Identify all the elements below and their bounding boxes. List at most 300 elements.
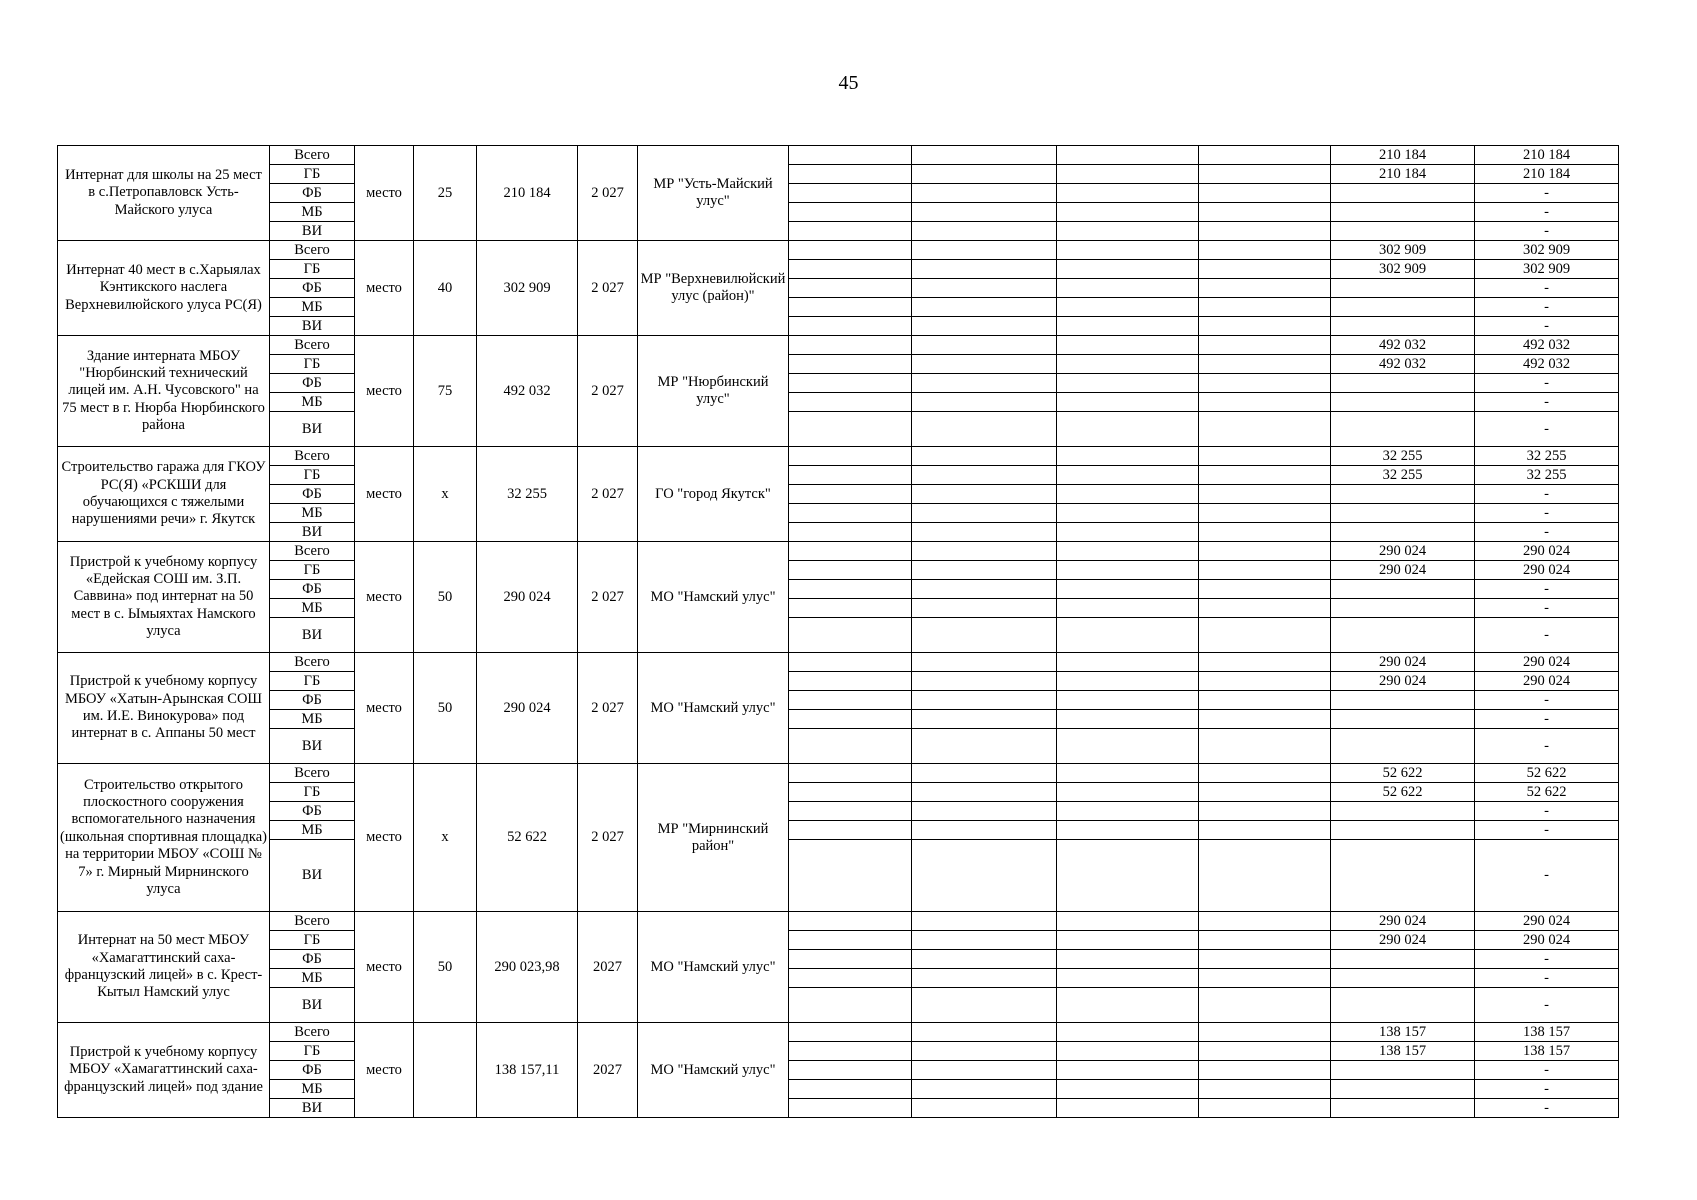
funding-source: ГБ xyxy=(270,561,355,580)
funding-source: ФБ xyxy=(270,580,355,599)
empty-cell xyxy=(912,912,1057,931)
empty-cell xyxy=(789,969,912,988)
amount-2026: 210 184 xyxy=(1331,146,1475,165)
year: 2 027 xyxy=(578,447,638,542)
table-body xyxy=(58,146,1619,1118)
amount-total: 52 622 xyxy=(1475,783,1619,802)
empty-cell xyxy=(1199,1042,1331,1061)
amount-total: - xyxy=(1475,969,1619,988)
empty-cell xyxy=(1199,298,1331,317)
empty-cell xyxy=(789,672,912,691)
empty-cell xyxy=(1199,523,1331,542)
amount-2026 xyxy=(1331,710,1475,729)
empty-cell xyxy=(1057,298,1199,317)
table-row xyxy=(58,710,1619,729)
empty-cell xyxy=(1199,412,1331,447)
empty-cell xyxy=(1057,279,1199,298)
empty-cell xyxy=(1057,412,1199,447)
table-row xyxy=(58,950,1619,969)
empty-cell xyxy=(789,1023,912,1042)
empty-cell xyxy=(1199,618,1331,653)
empty-cell xyxy=(1057,653,1199,672)
empty-cell xyxy=(1057,203,1199,222)
table-row xyxy=(58,412,1619,447)
page-number: 45 xyxy=(838,72,859,94)
empty-cell xyxy=(1057,241,1199,260)
amount-2026: 52 622 xyxy=(1331,783,1475,802)
funding-source: Всего xyxy=(270,336,355,355)
funding-source: ВИ xyxy=(270,1099,355,1118)
empty-cell xyxy=(1057,710,1199,729)
table-row xyxy=(58,672,1619,691)
empty-cell xyxy=(912,165,1057,184)
amount-total: - xyxy=(1475,279,1619,298)
empty-cell xyxy=(912,1023,1057,1042)
empty-cell xyxy=(1057,764,1199,783)
empty-cell xyxy=(1057,165,1199,184)
empty-cell xyxy=(789,561,912,580)
table-row xyxy=(58,618,1619,653)
empty-cell xyxy=(1057,988,1199,1023)
amount-2026: 302 909 xyxy=(1331,241,1475,260)
empty-cell xyxy=(789,393,912,412)
empty-cell xyxy=(912,783,1057,802)
amount-total: - xyxy=(1475,802,1619,821)
amount-total: 302 909 xyxy=(1475,260,1619,279)
empty-cell xyxy=(912,599,1057,618)
municipality: МО "Намский улус" xyxy=(638,1023,789,1118)
empty-cell xyxy=(789,466,912,485)
empty-cell xyxy=(912,241,1057,260)
empty-cell xyxy=(912,336,1057,355)
empty-cell xyxy=(1199,355,1331,374)
empty-cell xyxy=(1057,542,1199,561)
capacity: 25 xyxy=(414,146,477,241)
empty-cell xyxy=(1057,969,1199,988)
empty-cell xyxy=(789,764,912,783)
amount-2026 xyxy=(1331,988,1475,1023)
object-name: Пристрой к учебному корпусу «Едейская СОШ им. З.П. Саввина» под интернат на 50 мест в с. Ымыяхтах Намского улуса xyxy=(58,542,270,653)
empty-cell xyxy=(1199,672,1331,691)
amount-2026 xyxy=(1331,821,1475,840)
table-row xyxy=(58,599,1619,618)
object-name: Пристрой к учебному корпусу МБОУ «Хамагаттинский саха-французский лицей» под здание xyxy=(58,1023,270,1118)
empty-cell xyxy=(789,710,912,729)
table-row xyxy=(58,988,1619,1023)
empty-cell xyxy=(789,931,912,950)
funding-source: ВИ xyxy=(270,222,355,241)
empty-cell xyxy=(1199,821,1331,840)
empty-cell xyxy=(789,504,912,523)
empty-cell xyxy=(789,618,912,653)
amount-total: 138 157 xyxy=(1475,1023,1619,1042)
funding-source: МБ xyxy=(270,504,355,523)
empty-cell xyxy=(1199,580,1331,599)
table-row xyxy=(58,931,1619,950)
empty-cell xyxy=(1199,729,1331,764)
amount-2026 xyxy=(1331,802,1475,821)
funding-source: ВИ xyxy=(270,988,355,1023)
empty-cell xyxy=(1199,504,1331,523)
amount-total: - xyxy=(1475,222,1619,241)
amount-2026: 290 024 xyxy=(1331,653,1475,672)
cost: 32 255 xyxy=(477,447,578,542)
year: 2 027 xyxy=(578,241,638,336)
funding-source: ФБ xyxy=(270,279,355,298)
empty-cell xyxy=(1057,821,1199,840)
amount-total: 302 909 xyxy=(1475,241,1619,260)
empty-cell xyxy=(789,298,912,317)
empty-cell xyxy=(789,279,912,298)
funding-source: ВИ xyxy=(270,840,355,912)
empty-cell xyxy=(789,840,912,912)
amount-total: - xyxy=(1475,1080,1619,1099)
empty-cell xyxy=(912,374,1057,393)
funding-source: ФБ xyxy=(270,374,355,393)
empty-cell xyxy=(1057,783,1199,802)
amount-total: - xyxy=(1475,691,1619,710)
empty-cell xyxy=(1057,599,1199,618)
empty-cell xyxy=(1199,783,1331,802)
funding-source: МБ xyxy=(270,969,355,988)
amount-total: - xyxy=(1475,485,1619,504)
cost: 302 909 xyxy=(477,241,578,336)
amount-2026 xyxy=(1331,618,1475,653)
funding-source: ВИ xyxy=(270,523,355,542)
empty-cell xyxy=(912,447,1057,466)
empty-cell xyxy=(789,317,912,336)
empty-cell xyxy=(1057,260,1199,279)
capacity: х xyxy=(414,447,477,542)
amount-total: 290 024 xyxy=(1475,542,1619,561)
amount-2026: 32 255 xyxy=(1331,447,1475,466)
empty-cell xyxy=(912,393,1057,412)
capacity: 40 xyxy=(414,241,477,336)
empty-cell xyxy=(789,222,912,241)
empty-cell xyxy=(789,1042,912,1061)
empty-cell xyxy=(789,950,912,969)
table-row xyxy=(58,542,1619,561)
amount-2026: 492 032 xyxy=(1331,355,1475,374)
empty-cell xyxy=(1199,653,1331,672)
amount-2026: 32 255 xyxy=(1331,466,1475,485)
capacity: 75 xyxy=(414,336,477,447)
year: 2027 xyxy=(578,912,638,1023)
empty-cell xyxy=(912,653,1057,672)
table-row xyxy=(58,241,1619,260)
amount-total: 290 024 xyxy=(1475,672,1619,691)
table-row xyxy=(58,912,1619,931)
cost: 138 157,11 xyxy=(477,1023,578,1118)
amount-2026 xyxy=(1331,203,1475,222)
amount-2026 xyxy=(1331,1080,1475,1099)
empty-cell xyxy=(912,412,1057,447)
funding-source: Всего xyxy=(270,1023,355,1042)
empty-cell xyxy=(1199,561,1331,580)
amount-total: - xyxy=(1475,988,1619,1023)
empty-cell xyxy=(1057,466,1199,485)
empty-cell xyxy=(1199,466,1331,485)
amount-2026: 302 909 xyxy=(1331,260,1475,279)
empty-cell xyxy=(912,988,1057,1023)
amount-2026: 492 032 xyxy=(1331,336,1475,355)
amount-total: - xyxy=(1475,523,1619,542)
municipality: ГО "город Якутск" xyxy=(638,447,789,542)
amount-total: 210 184 xyxy=(1475,165,1619,184)
amount-2026 xyxy=(1331,374,1475,393)
empty-cell xyxy=(789,146,912,165)
empty-cell xyxy=(912,1099,1057,1118)
empty-cell xyxy=(912,523,1057,542)
unit: место xyxy=(355,653,414,764)
funding-source: ГБ xyxy=(270,260,355,279)
unit: место xyxy=(355,1023,414,1118)
amount-total: - xyxy=(1475,504,1619,523)
empty-cell xyxy=(789,412,912,447)
funding-source: ВИ xyxy=(270,412,355,447)
amount-total: 290 024 xyxy=(1475,561,1619,580)
object-name: Интернат для школы на 25 мест в с.Петропавловск Усть-Майского улуса xyxy=(58,146,270,241)
empty-cell xyxy=(1199,988,1331,1023)
empty-cell xyxy=(1199,764,1331,783)
empty-cell xyxy=(1057,561,1199,580)
empty-cell xyxy=(912,764,1057,783)
table-row xyxy=(58,393,1619,412)
table-row xyxy=(58,222,1619,241)
funding-source: ГБ xyxy=(270,783,355,802)
empty-cell xyxy=(912,729,1057,764)
empty-cell xyxy=(789,374,912,393)
empty-cell xyxy=(789,447,912,466)
empty-cell xyxy=(1057,184,1199,203)
funding-source: ГБ xyxy=(270,931,355,950)
table-row xyxy=(58,184,1619,203)
table-row xyxy=(58,783,1619,802)
funding-source: МБ xyxy=(270,821,355,840)
amount-total: - xyxy=(1475,729,1619,764)
empty-cell xyxy=(912,542,1057,561)
amount-total: - xyxy=(1475,374,1619,393)
amount-2026 xyxy=(1331,393,1475,412)
empty-cell xyxy=(1057,931,1199,950)
funding-source: ФБ xyxy=(270,950,355,969)
amount-total: 32 255 xyxy=(1475,447,1619,466)
amount-total: - xyxy=(1475,317,1619,336)
cost: 290 023,98 xyxy=(477,912,578,1023)
funding-source: ГБ xyxy=(270,1042,355,1061)
empty-cell xyxy=(789,599,912,618)
amount-total: - xyxy=(1475,203,1619,222)
empty-cell xyxy=(1199,203,1331,222)
empty-cell xyxy=(1199,542,1331,561)
empty-cell xyxy=(912,203,1057,222)
empty-cell xyxy=(1057,336,1199,355)
empty-cell xyxy=(912,691,1057,710)
empty-cell xyxy=(1199,184,1331,203)
empty-cell xyxy=(912,710,1057,729)
table-row xyxy=(58,317,1619,336)
empty-cell xyxy=(912,1080,1057,1099)
funding-source: Всего xyxy=(270,241,355,260)
funding-source: Всего xyxy=(270,653,355,672)
table-row xyxy=(58,764,1619,783)
amount-total: - xyxy=(1475,599,1619,618)
table-row xyxy=(58,969,1619,988)
amount-2026: 52 622 xyxy=(1331,764,1475,783)
funding-source: МБ xyxy=(270,710,355,729)
empty-cell xyxy=(789,485,912,504)
empty-cell xyxy=(1199,969,1331,988)
empty-cell xyxy=(1057,146,1199,165)
empty-cell xyxy=(789,203,912,222)
municipality: МО "Намский улус" xyxy=(638,912,789,1023)
unit: место xyxy=(355,336,414,447)
empty-cell xyxy=(912,504,1057,523)
funding-source: МБ xyxy=(270,393,355,412)
funding-source: Всего xyxy=(270,764,355,783)
empty-cell xyxy=(1057,317,1199,336)
empty-cell xyxy=(1199,336,1331,355)
funding-source: Всего xyxy=(270,542,355,561)
amount-2026 xyxy=(1331,729,1475,764)
year: 2 027 xyxy=(578,653,638,764)
cost: 210 184 xyxy=(477,146,578,241)
empty-cell xyxy=(789,260,912,279)
table-row xyxy=(58,802,1619,821)
empty-cell xyxy=(1199,691,1331,710)
empty-cell xyxy=(1057,1061,1199,1080)
empty-cell xyxy=(1057,504,1199,523)
funding-source: МБ xyxy=(270,298,355,317)
table-row xyxy=(58,561,1619,580)
table-row xyxy=(58,260,1619,279)
empty-cell xyxy=(1057,485,1199,504)
empty-cell xyxy=(789,241,912,260)
empty-cell xyxy=(912,840,1057,912)
table-row xyxy=(58,504,1619,523)
empty-cell xyxy=(1057,672,1199,691)
empty-cell xyxy=(1199,279,1331,298)
empty-cell xyxy=(789,542,912,561)
table-row xyxy=(58,523,1619,542)
empty-cell xyxy=(1199,1023,1331,1042)
amount-2026: 138 157 xyxy=(1331,1023,1475,1042)
amount-2026: 290 024 xyxy=(1331,672,1475,691)
empty-cell xyxy=(912,561,1057,580)
empty-cell xyxy=(789,802,912,821)
unit: место xyxy=(355,146,414,241)
unit: место xyxy=(355,542,414,653)
amount-total: - xyxy=(1475,1061,1619,1080)
table-row xyxy=(58,653,1619,672)
empty-cell xyxy=(912,931,1057,950)
empty-cell xyxy=(1057,802,1199,821)
empty-cell xyxy=(912,969,1057,988)
funding-source: МБ xyxy=(270,203,355,222)
amount-total: - xyxy=(1475,1099,1619,1118)
empty-cell xyxy=(789,165,912,184)
empty-cell xyxy=(912,317,1057,336)
empty-cell xyxy=(1057,912,1199,931)
empty-cell xyxy=(1057,374,1199,393)
amount-2026 xyxy=(1331,691,1475,710)
amount-total: - xyxy=(1475,821,1619,840)
table-row xyxy=(58,1023,1619,1042)
empty-cell xyxy=(1199,374,1331,393)
unit: место xyxy=(355,447,414,542)
amount-2026 xyxy=(1331,412,1475,447)
amount-total: 52 622 xyxy=(1475,764,1619,783)
year: 2 027 xyxy=(578,146,638,241)
empty-cell xyxy=(912,279,1057,298)
empty-cell xyxy=(912,580,1057,599)
empty-cell xyxy=(912,672,1057,691)
empty-cell xyxy=(789,691,912,710)
table-row xyxy=(58,374,1619,393)
empty-cell xyxy=(912,1061,1057,1080)
table-row xyxy=(58,447,1619,466)
empty-cell xyxy=(1199,146,1331,165)
amount-2026 xyxy=(1331,279,1475,298)
empty-cell xyxy=(1057,729,1199,764)
empty-cell xyxy=(912,222,1057,241)
empty-cell xyxy=(789,184,912,203)
cost: 492 032 xyxy=(477,336,578,447)
table-row xyxy=(58,466,1619,485)
table-row xyxy=(58,279,1619,298)
funding-source: Всего xyxy=(270,912,355,931)
empty-cell xyxy=(1199,840,1331,912)
funding-source: ГБ xyxy=(270,165,355,184)
amount-2026 xyxy=(1331,969,1475,988)
amount-total: - xyxy=(1475,710,1619,729)
amount-total: 290 024 xyxy=(1475,653,1619,672)
amount-2026: 290 024 xyxy=(1331,912,1475,931)
amount-2026 xyxy=(1331,523,1475,542)
empty-cell xyxy=(1199,931,1331,950)
table-row xyxy=(58,691,1619,710)
amount-2026: 290 024 xyxy=(1331,542,1475,561)
empty-cell xyxy=(1057,950,1199,969)
empty-cell xyxy=(789,988,912,1023)
empty-cell xyxy=(912,802,1057,821)
amount-total: - xyxy=(1475,840,1619,912)
object-name: Строительство гаража для ГКОУ РС(Я) «РСКШИ для обучающихся с тяжелыми нарушениями речи» г. Якутск xyxy=(58,447,270,542)
empty-cell xyxy=(1057,1023,1199,1042)
funding-source: Всего xyxy=(270,447,355,466)
empty-cell xyxy=(1057,580,1199,599)
unit: место xyxy=(355,912,414,1023)
object-name: Пристрой к учебному корпусу МБОУ «Хатын-Арынская СОШ им. И.Е. Винокурова» под интернат в с. Аппаны 50 мест xyxy=(58,653,270,764)
empty-cell xyxy=(1199,1099,1331,1118)
empty-cell xyxy=(789,1099,912,1118)
table-row xyxy=(58,146,1619,165)
table-row xyxy=(58,1042,1619,1061)
table-row xyxy=(58,298,1619,317)
empty-cell xyxy=(789,1080,912,1099)
amount-2026 xyxy=(1331,298,1475,317)
empty-cell xyxy=(1199,241,1331,260)
empty-cell xyxy=(912,146,1057,165)
amount-total: - xyxy=(1475,412,1619,447)
amount-total: - xyxy=(1475,393,1619,412)
empty-cell xyxy=(1057,523,1199,542)
empty-cell xyxy=(1057,222,1199,241)
municipality: МР "Мирнинский район" xyxy=(638,764,789,912)
amount-2026: 138 157 xyxy=(1331,1042,1475,1061)
amount-total: - xyxy=(1475,618,1619,653)
cost: 52 622 xyxy=(477,764,578,912)
